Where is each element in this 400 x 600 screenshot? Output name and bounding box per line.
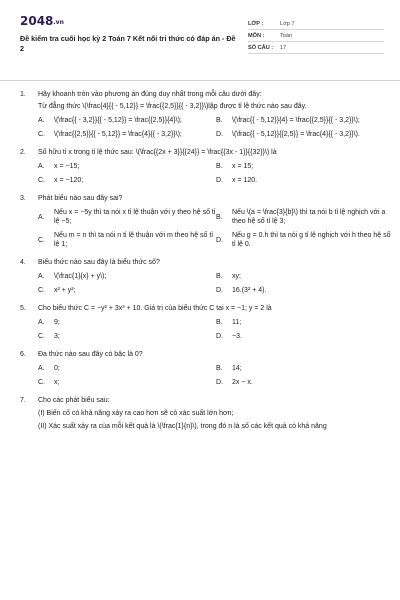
- option-letter: C.: [38, 177, 45, 184]
- question-number: 3.: [20, 195, 26, 202]
- option-text: −3.: [232, 333, 242, 340]
- option-text: x² + y²;: [54, 287, 76, 294]
- question-stem: [20, 194, 384, 204]
- option-text: 0;: [54, 365, 60, 372]
- question-stem: [20, 90, 384, 100]
- meta-key: SỐ CÂU :: [248, 44, 274, 51]
- option-text: x = 120.: [232, 177, 258, 184]
- meta-value: 17: [280, 44, 287, 51]
- meta-table: [248, 18, 384, 54]
- answer-option[interactable]: [38, 272, 216, 281]
- option-letter: D.: [216, 333, 223, 340]
- option-text: \(\frac{1}{x} + y\);: [54, 273, 107, 280]
- question-stem: [20, 396, 384, 406]
- question-text: Đa thức nào sau đây có bậc là 0?: [38, 351, 143, 358]
- question-text: Số hữu tỉ x trong tỉ lệ thức sau: \(\frac{{2x + 3}}{{24}} = \frac{{3x - 1}}{{32}}\) là: [38, 149, 277, 156]
- question-stem: [20, 258, 384, 268]
- answer-options: [20, 208, 391, 249]
- header: [20, 14, 384, 70]
- option-letter: D.: [216, 131, 223, 138]
- option-letter: A.: [38, 365, 45, 372]
- answer-option[interactable]: [38, 286, 216, 295]
- answer-option[interactable]: [38, 332, 216, 341]
- option-letter: C.: [38, 131, 45, 138]
- meta-row-class: [248, 18, 384, 30]
- option-letter: C.: [38, 236, 45, 244]
- answer-option[interactable]: [216, 318, 394, 327]
- meta-key: LỚP :: [248, 20, 264, 27]
- question-stem: [20, 304, 384, 314]
- answer-option[interactable]: [38, 176, 216, 185]
- option-letter: B.: [216, 319, 223, 326]
- option-text: 16.(3² + 4).: [232, 287, 267, 294]
- question-subtext: Từ đẳng thức \(\frac{4}{{ - 5,12}} = \frac{{2,5}}{{ - 3,2}}\)lập được tỉ lệ thức nào sau đây.: [38, 103, 307, 110]
- answer-option[interactable]: [38, 116, 216, 125]
- answer-option[interactable]: [38, 364, 216, 373]
- answer-option[interactable]: [38, 318, 216, 327]
- answer-option[interactable]: [216, 130, 394, 139]
- meta-value: Toán: [280, 32, 293, 39]
- option-text: Nếu m = n thì ta nói n tỉ lệ thuận với m theo hệ số tỉ lệ 1;: [54, 232, 213, 248]
- option-letter: C.: [38, 333, 45, 340]
- option-letter: B.: [216, 117, 223, 124]
- option-text: 11;: [232, 319, 242, 326]
- option-letter: C.: [38, 379, 45, 386]
- question-7: [20, 396, 384, 432]
- option-text: Nếu x = −5y thì ta nói x tỉ lệ thuận với y theo hệ số tỉ lệ −5;: [54, 209, 216, 225]
- question-1: [20, 90, 384, 139]
- answer-option[interactable]: [38, 208, 216, 226]
- answer-option[interactable]: [216, 332, 394, 341]
- option-text: x;: [54, 379, 60, 386]
- option-text: \(\frac{{2,5}}{{ - 5,12}} = \frac{4}{{ - 3,2}}\);: [54, 131, 182, 138]
- option-text: \(\frac{{ - 5,12}}{4} = \frac{{2,5}}{{ - 3,2}}\);: [232, 117, 360, 124]
- option-letter: B.: [216, 273, 223, 280]
- answer-option[interactable]: [216, 116, 394, 125]
- answer-options: [20, 318, 384, 341]
- option-letter: C.: [38, 287, 45, 294]
- answer-option[interactable]: [216, 208, 394, 226]
- answer-options: [20, 162, 384, 185]
- document-title: Đề kiểm tra cuối học kỳ 2 Toán 7 Kết nối tri thức có đáp án - Đề 2: [20, 34, 236, 53]
- question-text: Cho các phát biểu sau:: [38, 397, 110, 404]
- question-number: 2.: [20, 149, 26, 156]
- answer-option[interactable]: [38, 130, 216, 139]
- option-text: x = −120;: [54, 177, 84, 184]
- option-letter: A.: [38, 163, 45, 170]
- option-text: x = −15;: [54, 163, 80, 170]
- question-number: 1.: [20, 91, 26, 98]
- option-text: Nếu g = 0.h thì ta nói g tỉ lệ nghịch với h theo hệ số tỉ lệ 0.: [232, 232, 391, 248]
- option-letter: B.: [216, 365, 223, 372]
- answer-option[interactable]: [216, 231, 394, 249]
- option-text: 14;: [232, 365, 242, 372]
- answer-options: [20, 364, 384, 387]
- answer-options: [20, 272, 384, 295]
- answer-option[interactable]: [216, 286, 394, 295]
- logo-suffix: .vn: [53, 19, 64, 26]
- answer-option[interactable]: [216, 176, 394, 185]
- question-stem: [20, 148, 384, 158]
- meta-value: Lớp 7: [280, 20, 295, 27]
- option-text: Nếu \(a = \frac{3}{b}\) thì ta nói b tỉ lệ nghịch với a theo hệ số tỉ lệ 3;: [232, 209, 386, 225]
- question-number: 5.: [20, 305, 26, 312]
- option-letter: A.: [38, 319, 45, 326]
- question-6: [20, 350, 384, 387]
- answer-option[interactable]: [216, 378, 394, 387]
- answer-option[interactable]: [38, 162, 216, 171]
- option-letter: A.: [38, 273, 45, 280]
- answer-option[interactable]: [38, 231, 216, 249]
- option-letter: D.: [216, 236, 223, 244]
- answer-option[interactable]: [38, 378, 216, 387]
- option-letter: B.: [216, 163, 223, 170]
- question-list: [20, 90, 391, 432]
- question-5: [20, 304, 384, 341]
- statement: (I) Biến cố có khả năng xảy ra cao hơn sẽ có xác suất lớn hơn;: [38, 410, 234, 417]
- option-letter: D.: [216, 177, 223, 184]
- question-3: [20, 194, 391, 249]
- header-divider: [0, 80, 400, 81]
- statement: (II) Xác suất xảy ra của mỗi kết quả là \(\frac{1}{n}\), trong đó n là số các kết quả có khả năng: [38, 423, 327, 430]
- answer-option[interactable]: [216, 162, 394, 171]
- meta-row-count: [248, 42, 384, 54]
- question-number: 6.: [20, 351, 26, 358]
- option-letter: A.: [38, 213, 45, 221]
- option-letter: B.: [216, 213, 223, 221]
- meta-key: MÔN :: [248, 32, 265, 39]
- option-letter: A.: [38, 117, 45, 124]
- answer-options: [20, 116, 384, 139]
- question-text: Hãy khoanh tròn vào phương án đúng duy nhất trong mỗi câu dưới đây:: [38, 91, 262, 98]
- question-stem: [20, 350, 384, 360]
- header-left: [20, 14, 238, 54]
- question-text: Phát biểu nào sau đây sai?: [38, 195, 123, 202]
- option-text: \(\frac{{ - 3,2}}{{ - 5,12}} = \frac{{2,5}}{4}\);: [54, 117, 182, 124]
- site-logo[interactable]: [20, 14, 238, 30]
- question-2: [20, 148, 384, 185]
- meta-row-subject: [248, 30, 384, 42]
- answer-option[interactable]: [216, 272, 394, 281]
- question-4: [20, 258, 384, 295]
- question-text: Biểu thức nào sau đây là biểu thức số?: [38, 259, 160, 266]
- option-text: 3;: [54, 333, 60, 340]
- option-letter: D.: [216, 287, 223, 294]
- option-text: x = 15;: [232, 163, 254, 170]
- answer-option[interactable]: [216, 364, 394, 373]
- option-text: \(\frac{{ - 5,12}}{{2,5}} = \frac{4}{{ - 3,2}}\).: [232, 131, 360, 138]
- option-text: 2x − x.: [232, 379, 253, 386]
- logo-main: 2048: [20, 14, 54, 28]
- option-letter: D.: [216, 379, 223, 386]
- option-text: 9;: [54, 319, 60, 326]
- option-text: xy;: [232, 273, 241, 280]
- question-number: 7.: [20, 397, 26, 404]
- question-text: Cho biểu thức C = −y² + 3x³ + 10. Giá trị của biểu thức C tại x = −1; y = 2 là: [38, 305, 272, 312]
- question-number: 4.: [20, 259, 26, 266]
